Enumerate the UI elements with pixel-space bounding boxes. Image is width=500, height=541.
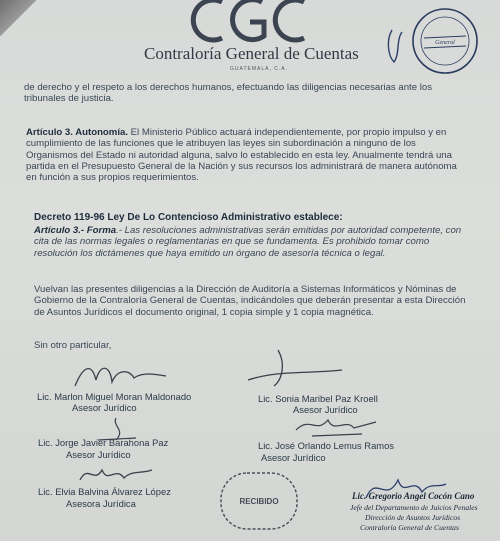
director-line-1: Jefe del Departamento de Juicios Penales xyxy=(350,503,478,512)
article-3-forma-text: .- Las resoluciones administrativas serán emitidas por autoridad competente, con cita de las normas legales o reglamentarias en que se fundamenta. Es prohibido tomar como resolución los dictámenes que haya emitido un órgano de asesoría técnica o legal. xyxy=(34,225,462,259)
cgc-logo xyxy=(184,0,314,48)
signature-scribble-1 xyxy=(70,358,170,394)
signature-scribble-director xyxy=(360,468,450,508)
decree-heading xyxy=(34,212,474,223)
paragraph-rights: de derecho y el respeto a los derechos humanos, efectuando las diligencias necesarias ante los tribunales de justicia. xyxy=(24,82,432,105)
paragraph-return-instructions: Vuelvan las presentes diligencias a la Dirección de Auditoría a Sistemas Informáticos y Nóminas de Gobierno de la Contraloría General de Cuentas, indicándoles que deberán presentar a esta Dirección de Asuntos Jurídicos el documento original, 1 copia simple y 1 copia magnética. xyxy=(34,284,466,318)
country-label: GUATEMALA, C.A. xyxy=(230,66,288,72)
signatory-3-name: Lic. Jorge Javier Barahona Paz xyxy=(38,437,169,448)
article-3-text: El Ministerio Público actuará independientemente, por propio impulso y en cumplimiento de las funciones que le atribuyen las leyes sin subordinación a ninguno de los Organismos del Estado ni autoridad alguna, salvo lo establecido en esta ley. Anualmente tendrá una partida en el Presupuesto General de la Nación y sus recursos los administrará de manera autónoma en función a sus propios requerimientos. xyxy=(26,127,457,184)
paragraph-article-3-forma xyxy=(34,225,466,259)
decree-heading-text: Decreto 119-96 Ley De Lo Contencioso Administrativo establece: xyxy=(34,212,343,223)
received-stamp xyxy=(218,470,300,532)
signature-scribble-2 xyxy=(238,346,348,390)
signatory-5-name: Lic. Elvia Balvina Álvarez López xyxy=(38,486,171,497)
margin-initial-scribble xyxy=(382,26,412,66)
stamp-text: RECIBIDO xyxy=(239,497,279,506)
official-seal xyxy=(410,6,480,76)
page-corner-shadow xyxy=(0,0,40,40)
signatory-2-name: Lic. Sonia Maribel Paz Kroell xyxy=(258,393,378,404)
signatory-4-title: Asesor Jurídico xyxy=(261,452,326,463)
signatory-1-name: Lic. Marlon Miguel Moran Maldonado xyxy=(37,391,192,402)
signatory-2-title: Asesor Jurídico xyxy=(293,404,358,415)
article-3-forma-heading: Artículo 3.- Forma xyxy=(34,225,117,236)
signatory-1-title: Asesor Jurídico xyxy=(72,402,137,413)
director-line-3: Contraloría General de Cuentas xyxy=(360,523,459,532)
paragraph-article-3 xyxy=(26,127,468,183)
organization-name: Contraloría General de Cuentas xyxy=(144,44,359,63)
signatory-3-title: Asesor Jurídico xyxy=(66,449,131,460)
article-3-heading: Artículo 3. Autonomía. xyxy=(26,127,128,138)
signatory-5-title: Asesora Jurídica xyxy=(66,498,136,509)
closing-line: Sin otro particular, xyxy=(34,340,112,351)
director-line-2: Dirección de Asuntos Jurídicos xyxy=(365,513,461,522)
director-name: Lic. Gregorio Angel Cocón Cano xyxy=(352,491,475,501)
signatory-4-name: Lic. José Orlando Lemus Ramos xyxy=(258,440,394,451)
svg-text:General: General xyxy=(435,40,455,46)
